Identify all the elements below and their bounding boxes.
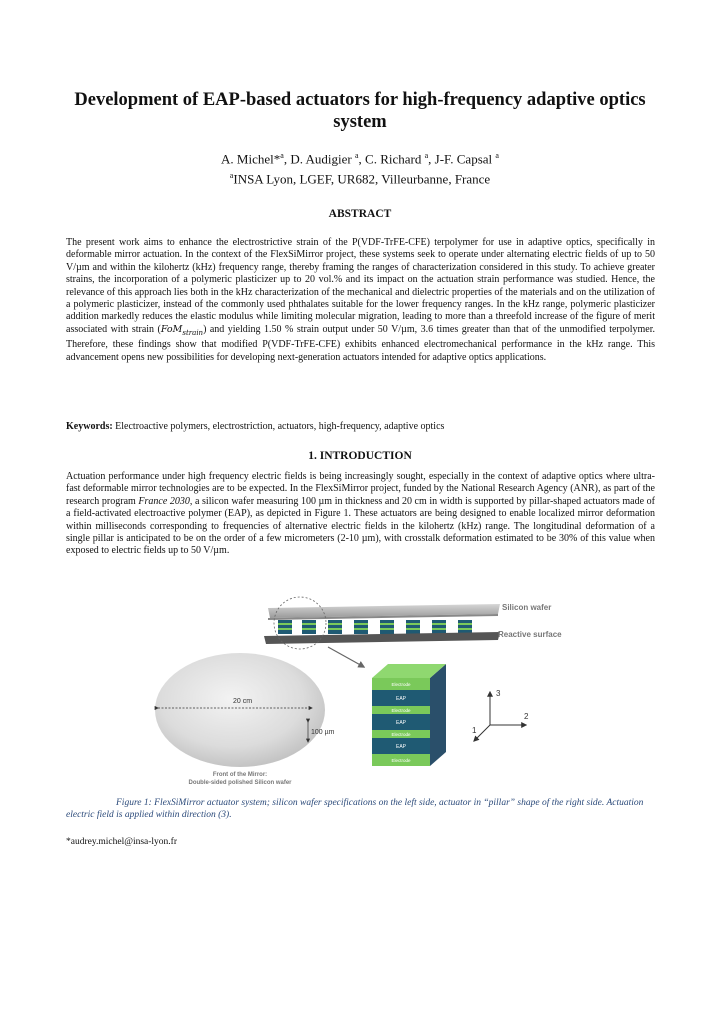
svg-text:Electrode: Electrode — [391, 682, 411, 687]
author-block — [60, 147, 660, 188]
intro-paragraph — [66, 471, 655, 558]
stack-layer-electrode — [372, 730, 430, 738]
keywords-line — [66, 421, 655, 432]
reactive-surface-label: Reactive surface — [498, 630, 562, 639]
svg-text:EAP: EAP — [395, 696, 407, 702]
svg-text:Electrode: Electrode — [391, 732, 411, 737]
figure-1 — [140, 592, 580, 792]
author-name: A. Michel* — [221, 151, 281, 167]
axis-1-label: 1 — [472, 726, 477, 735]
abstract-paragraph — [66, 237, 655, 364]
affiliation-text: INSA Lyon, LGEF, UR682, Villeurbanne, France — [233, 171, 491, 187]
axis-2-label: 2 — [524, 712, 529, 721]
paper-title: Development of EAP-based actuators for high-frequency adaptive optics system — [74, 90, 646, 132]
pillar — [432, 620, 446, 634]
pillar — [406, 620, 420, 634]
width-label: 20 cm — [233, 698, 253, 705]
front-label-line2: Double-sided polished Silicon wafer — [188, 780, 292, 786]
author-affiliation-mark: a — [280, 151, 284, 160]
svg-text:EAP: EAP — [395, 744, 407, 750]
corresponding-email: *audrey.michel@insa-lyon.fr — [66, 837, 178, 847]
author-affiliation-mark: a — [424, 151, 429, 160]
figure-caption: Figure 1: FlexSiMirror actuator system; silicon wafer specifications on the left side, actuator in “pillar” shape of the right side. Actuation electric field is applied within direction (3). — [66, 798, 644, 820]
pillar — [458, 620, 472, 634]
stack-layer-eap — [372, 738, 430, 754]
pillar — [302, 620, 316, 634]
stack-layer-eap — [372, 714, 430, 730]
keywords-text: Electroactive polymers, electrostriction, actuators, high-frequency, adaptive optics — [115, 421, 445, 432]
pillar — [354, 620, 368, 634]
author-name: J-F. Capsal — [434, 151, 496, 167]
keywords-label: Keywords: — [66, 421, 113, 432]
pillar — [278, 620, 292, 634]
section-heading: 1. INTRODUCTION — [308, 450, 412, 462]
thickness-label: 100 µm — [311, 729, 335, 736]
author-affiliation-mark: a — [354, 151, 359, 160]
fom-symbol: FoM$_{strain}$ — [160, 323, 204, 337]
wafer-disc — [155, 653, 325, 767]
author-list: A. Michel*$^a$, D. Audigier $^a$, C. Richard $^a$, J-F. Capsal $^a$ — [221, 151, 499, 167]
stack-layer-eap — [372, 690, 430, 706]
abstract-text: ) and yielding 1.50 % strain output under 50 V/µm, 3.6 times greater than that of the unmodified terpolymer. Therefore, these findings show that modified P(VDF-TrFE-CFE) exhibits enhanced electromechanical performance in the kHz range. This advancement opens new possibilities for developing next-generation actuators intended for adaptive optics applications. — [66, 323, 656, 363]
abstract-text: The present work aims to enhance the electrostrictive strain of the P(VDF-TrFE-CFE) terpolymer for use in adaptive optics, specifically in deformable mirror actuation. In the context of the FlexSiMirror project, these systems seek to operate under alternating electric fields of up to 50 V/µm and within the kilohertz (kHz) frequency range, thereby framing the ranges of characterization considered in this study. To achieve greater strains, the incorporation of a polymeric plasticizer up to 20 vol.% and its impact on the actuation strain performance was studied. Hence, the relevance of this approach lies both in the kHz characterization of the mechanical and dielectric properties of the materials and on the utilization of a polymeric plasticizer, instead of the commonly used phthalates suitable for the lower frequency ranges. In the kHz range, polymeric plasticizer addition markedly reduces the elastic modulus while limiting molecular migration, leading to more than a threefold increase of the figure of merit associated with strain ( — [66, 237, 655, 335]
stack-layer-electrode — [372, 754, 430, 766]
author-affiliation-mark: a — [495, 151, 499, 160]
pillar-array — [278, 620, 472, 634]
intro-text: Actuation performance under high frequency electric fields is being increasingly sought, especially in the context of adaptive optics where ultra-fast deformable mirror technologies are to be expected. In the FlexSiMirror project, funded by the National Research Agency (ANR), as part of the research program — [66, 471, 655, 507]
axes-triad — [472, 689, 529, 741]
pillar — [380, 620, 394, 634]
pillar — [328, 620, 342, 634]
author-name: C. Richard — [365, 151, 425, 167]
svg-text:Electrode: Electrode — [391, 758, 411, 763]
axis-3-label: 3 — [496, 689, 501, 698]
affiliation-mark: a — [229, 171, 234, 181]
stack-layer-electrode — [372, 678, 430, 690]
front-label-line1: Front of the Mirror: — [212, 772, 268, 778]
affiliation-line — [60, 167, 660, 187]
actuator-stack — [372, 664, 446, 766]
svg-text:EAP: EAP — [395, 720, 407, 726]
silicon-wafer-label: Silicon wafer — [502, 603, 552, 612]
stack-layer-electrode — [372, 706, 430, 714]
zoom-arrow — [328, 647, 364, 667]
abstract-heading: ABSTRACT — [328, 208, 392, 220]
program-name: France 2030 — [138, 495, 190, 507]
silicon-wafer-plate — [268, 604, 500, 620]
svg-text:Electrode: Electrode — [391, 708, 411, 713]
intro-text: , a silicon wafer measuring 100 µm in thickness and 20 cm in width is supported by pillar-shaped actuators made of a field-activated electroactive polymer (EAP), as depicted in Figure 1. These actuators are being designed to enable localized mirror deformation within milliseconds corresponding to frequencies of alternative electric fields in the kilohertz (kHz) range. The longitudinal deformation of a single pillar is anticipated to be on the order of a few micrometers (2-10 µm), with crosstalk deformation estimated to be 30% of this value when exposed to electric fields up to 50 V/µm. — [66, 495, 655, 557]
author-name: D. Audigier — [290, 151, 355, 167]
